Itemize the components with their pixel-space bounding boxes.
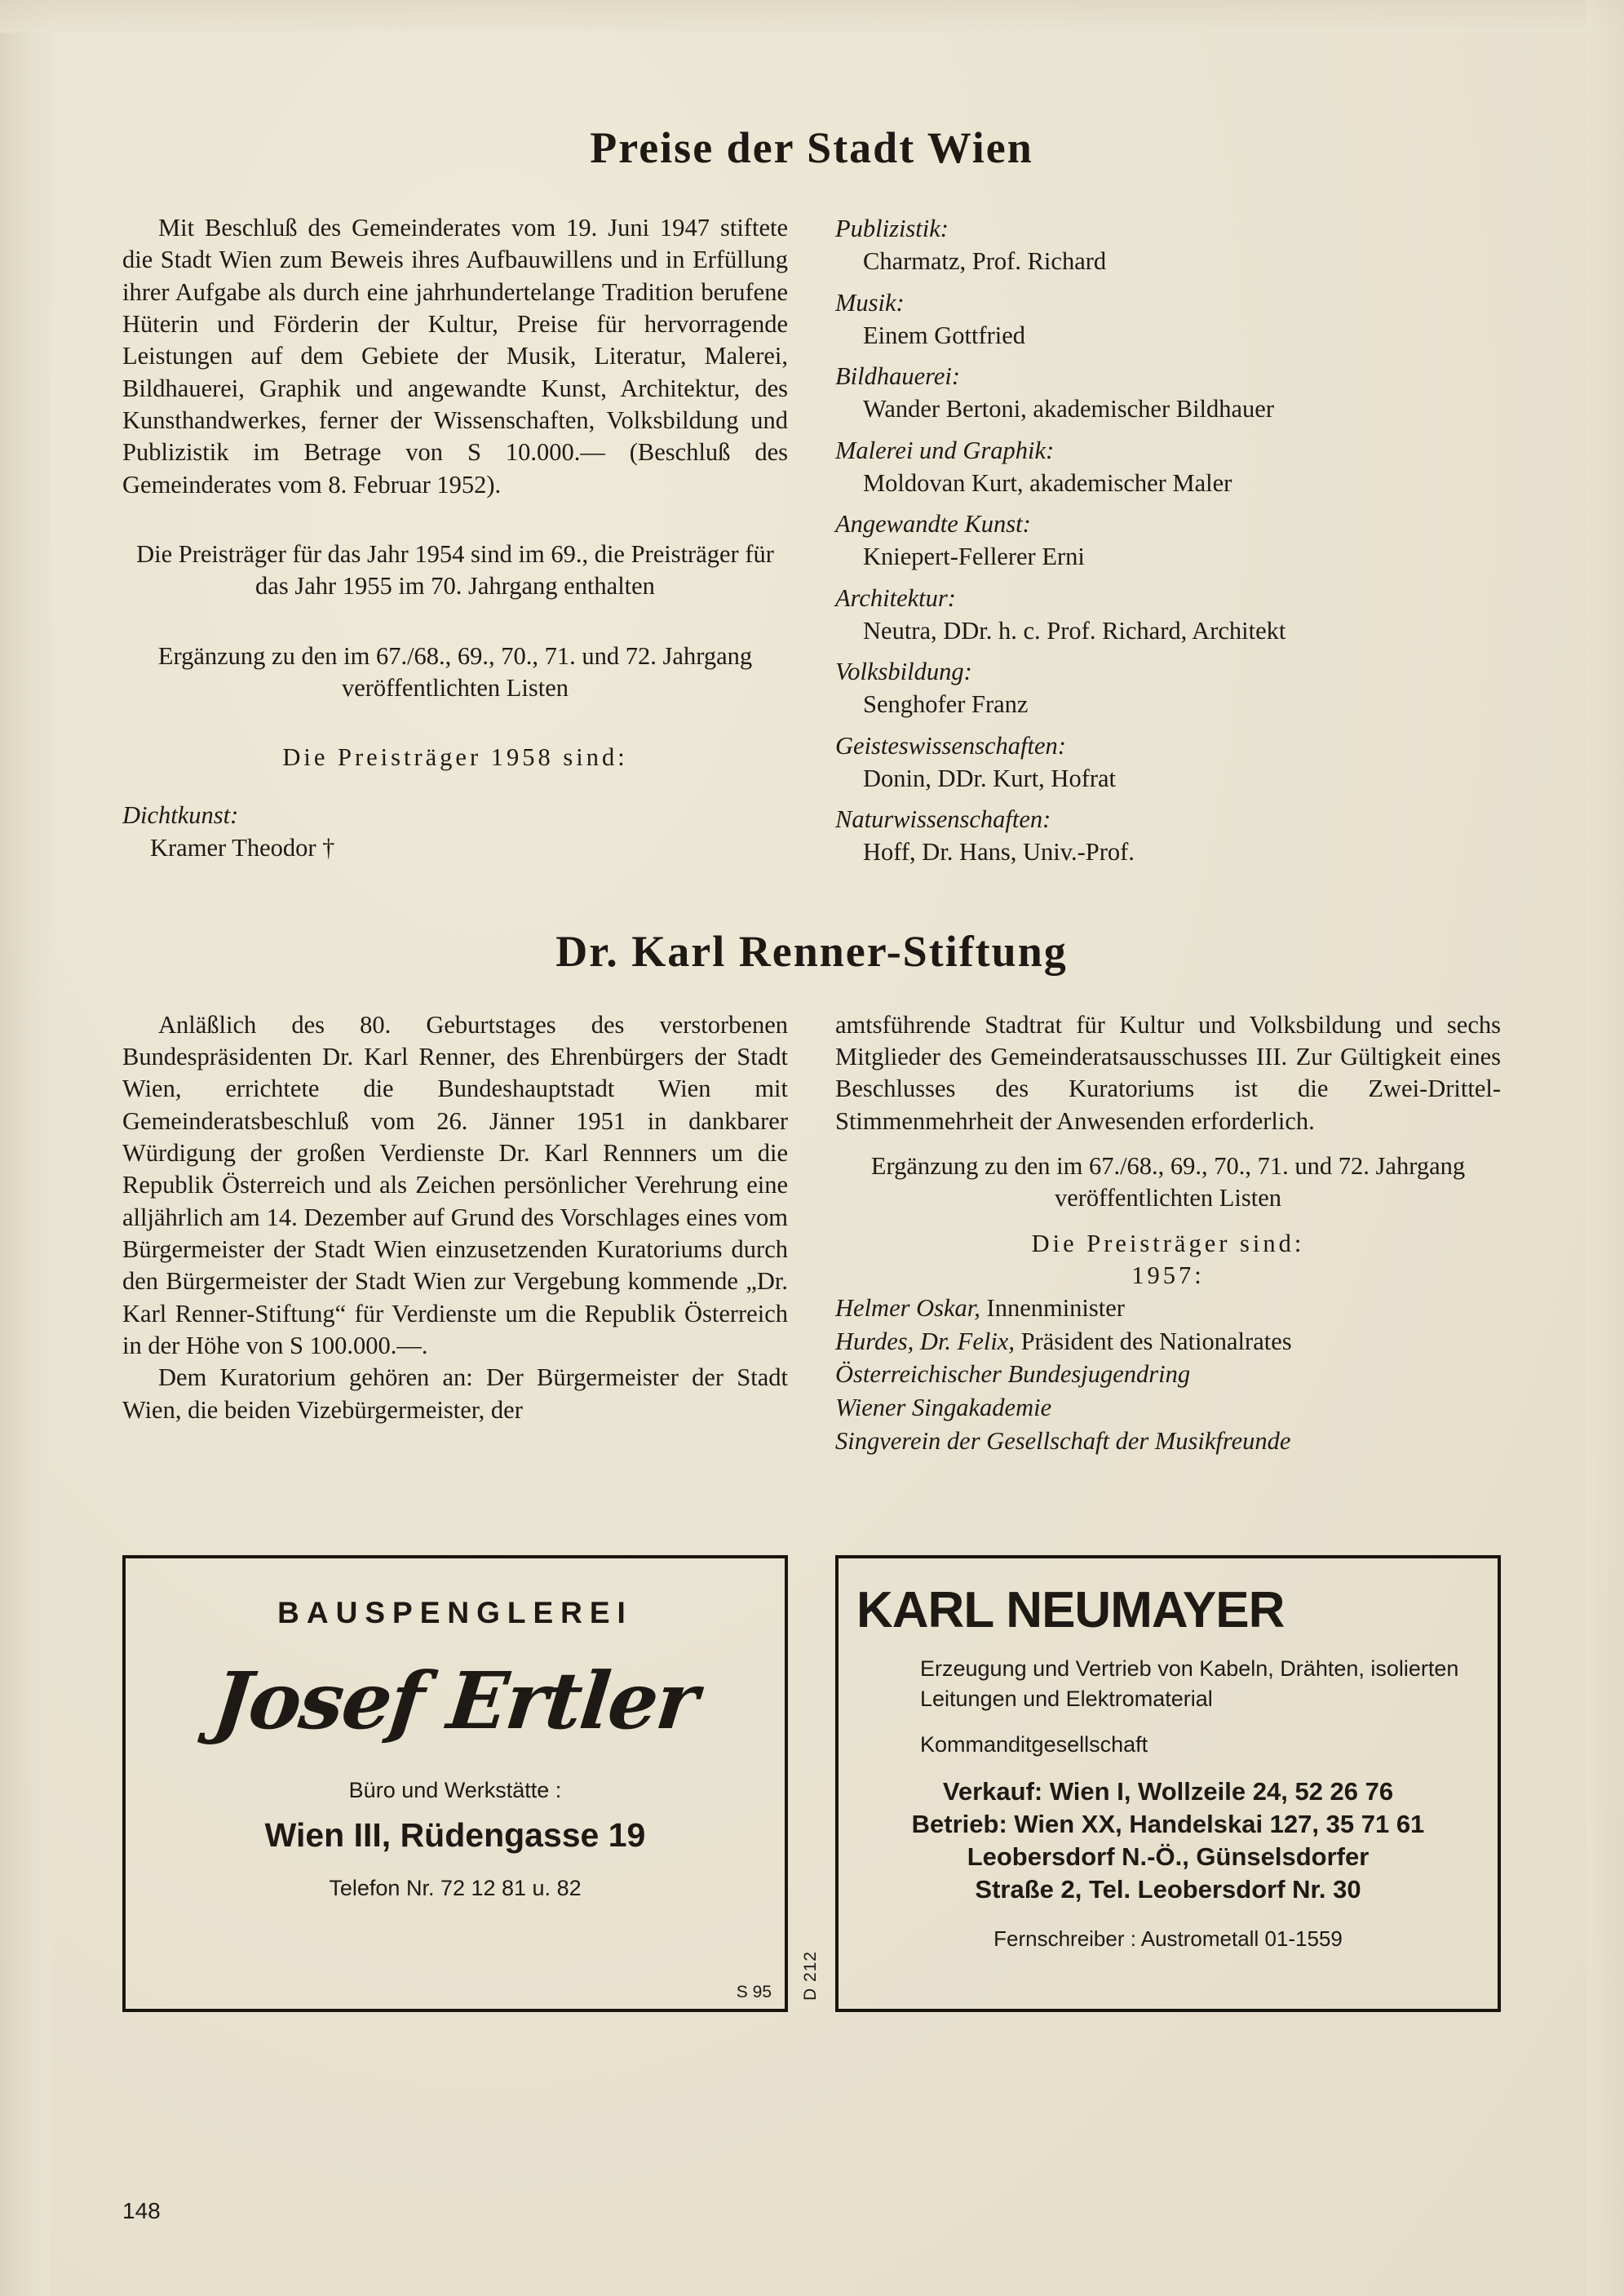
award-category: Bildhauerei: — [835, 362, 961, 390]
award-group — [835, 212, 1501, 278]
laureate-item — [835, 1325, 1501, 1359]
renner-left-column — [122, 1009, 788, 1458]
ad-karl-neumayer[interactable] — [801, 1555, 1501, 2012]
award-entry: Senghofer Franz — [863, 690, 1029, 719]
ad-contact-line: Leobersdorf N.-Ö., Günselsdorfer — [967, 1842, 1370, 1872]
ad-body-text: Erzeugung und Vertrieb von Kabeln, Drähten, isolierten Leitungen und Elektromaterial — [920, 1656, 1459, 1711]
section-preise-columns — [122, 212, 1501, 877]
renner-subheading: Die Preisträger sind: — [1031, 1229, 1305, 1257]
ad-address: Wien III, Rüdengasse 19 — [264, 1816, 646, 1855]
renner-paragraph-3: amtsführende Stadtrat für Kultur und Volksbildung und sechs Mitglieder des Gemeinderatsausschusses III. Zur Gültigkeit eines Beschlusses des Kuratoriums ist die Zwei-Drittel-Stimmenmehrheit der Anwesenden erforderlich. — [835, 1010, 1501, 1135]
award-group — [122, 799, 788, 865]
award-group — [835, 803, 1501, 869]
renner-paragraph-2: Dem Kuratorium gehören an: Der Bürgermeister der Stadt Wien, die beiden Vizebürgermeister, der — [122, 1363, 788, 1424]
award-group — [835, 360, 1501, 426]
renner-right-column — [835, 1009, 1501, 1458]
award-entry: Neutra, DDr. h. c. Prof. Richard, Architekt — [863, 616, 1286, 645]
page-number: 148 — [122, 2198, 161, 2223]
award-entry: Kramer Theodor † — [150, 834, 335, 862]
section-renner-columns — [122, 1009, 1501, 1458]
renner-paragraph-1: Anläßlich des 80. Geburtstages des verstorbenen Bundespräsidenten Dr. Karl Renner, des Ehrenbürgers der Stadt Wien, errichtete die Bundeshauptstadt Wien mit Gemeinderatsbeschluß vom 26. Jänner 1951 in dankbarer Würdigung der großen Verdienste Dr. Karl Rennners um die Republik Österreich und als Zeichen persönlicher Verehrung eine alljährlich am 14. Dezember auf Grund des Vorschlages eines vom Bürgermeister der Stadt Wien einzusetzenden Kuratoriums durch den Bürgermeister der Stadt Wien zur Vergebung kommende „Dr. Karl Renner-Stiftung“ für Verdienste um die Republik Österreich in der Höhe von S 100.000.—. — [122, 1010, 788, 1359]
laureate-name: Österreichischer Bundesjugendring — [835, 1360, 1191, 1389]
advertisements — [122, 1555, 1501, 2012]
award-group — [835, 655, 1501, 721]
award-group — [835, 434, 1501, 500]
award-entry: Wander Bertoni, akademischer Bildhauer — [863, 395, 1274, 423]
preise-intro-paragraph: Mit Beschluß des Gemeinderates vom 19. Juni 1947 stiftete die Stadt Wien zum Beweis ihres Aufbauwillens und in Erfüllung ihrer Aufgabe als durch eine jahrhundertelange Tradition berufene Hüterin und Förderin der Kultur, Preise für hervorragende Leistungen auf dem Gebiete der Musik, Literatur, Malerei, Bildhauerei, Graphik und angewandte Kunst, Architektur, des Kunsthandwerkes, ferner der Wissenschaften, Volksbildung und Publizistik im Betrage von S 10.000.— (Beschluß des Gemeinderates vom 8. Februar 1952). — [122, 214, 788, 499]
award-entry: Kniepert-Fellerer Erni — [863, 543, 1085, 571]
ad-company-name: Josef Ertler — [209, 1655, 701, 1748]
award-entry: Moldovan Kurt, akademischer Maler — [863, 468, 1232, 497]
award-group — [835, 729, 1501, 796]
ad-telex: Fernschreiber : Austrometall 01-1559 — [993, 1926, 1343, 1951]
laureate-name: Wiener Singakademie — [835, 1393, 1052, 1421]
award-category: Musik: — [835, 288, 905, 317]
award-entry: Donin, DDr. Kurt, Hofrat — [863, 764, 1117, 792]
laureate-name: Hurdes, Dr. Felix, — [835, 1327, 1015, 1355]
laureate-item — [835, 1292, 1501, 1325]
ad-headline: BAUSPENGLEREI — [277, 1596, 633, 1630]
laureate-item — [835, 1425, 1501, 1458]
preise-subheading: Die Preisträger 1958 sind: — [282, 743, 628, 772]
ad-legal-form: Kommanditgesellschaft — [920, 1731, 1148, 1757]
ad-contact-line: Betrieb: Wien XX, Handelskai 127, 35 71 61 — [911, 1809, 1425, 1838]
award-group — [835, 286, 1501, 352]
award-category: Dichtkunst: — [122, 800, 239, 829]
laureate-item — [835, 1391, 1501, 1425]
renner-year: 1957: — [1131, 1261, 1205, 1289]
award-group — [835, 582, 1501, 648]
award-category: Publizistik: — [835, 215, 949, 242]
ad-code: S 95 — [736, 1983, 772, 2002]
preise-right-column — [835, 212, 1501, 877]
preise-note-1: Die Preisträger für das Jahr 1954 sind im 69., die Preisträger für das Jahr 1955 im 70. Jahrgang enthalten — [136, 540, 774, 601]
award-category: Angewandte Kunst: — [835, 510, 1031, 538]
award-entry: Charmatz, Prof. Richard — [863, 247, 1107, 276]
ad-phone: Telefon Nr. 72 12 81 u. 82 — [329, 1876, 582, 1901]
laureate-role: Präsident des Nationalrates — [1014, 1327, 1292, 1355]
award-category: Architektur: — [835, 583, 956, 612]
ad-subtitle: Büro und Werkstätte : — [348, 1778, 562, 1803]
paper-edge-right — [1586, 0, 1624, 2296]
paper-edge-top — [0, 0, 1624, 33]
renner-note: Ergänzung zu den im 67./68., 69., 70., 71. und 72. Jahrgang veröffentlichten Listen — [870, 1151, 1466, 1212]
award-entry: Hoff, Dr. Hans, Univ.-Prof. — [863, 838, 1135, 867]
award-group — [835, 508, 1501, 574]
ad-josef-ertler[interactable] — [122, 1555, 788, 2012]
ad-contact-lines — [839, 1775, 1498, 1907]
section-title-renner: Dr. Karl Renner-Stiftung — [555, 926, 1068, 976]
ad-headline: KARL NEUMAYER — [856, 1582, 1285, 1639]
ad-contact-line: Verkauf: Wien I, Wollzeile 24, 52 26 76 — [942, 1776, 1394, 1806]
page-content — [122, 122, 1501, 2012]
ad-contact-line: Straße 2, Tel. Leobersdorf Nr. 30 — [975, 1875, 1361, 1904]
laureate-item — [835, 1358, 1501, 1391]
award-category: Naturwissenschaften: — [835, 805, 1051, 833]
award-entry: Einem Gottfried — [863, 321, 1026, 349]
section-title-preise: Preise der Stadt Wien — [590, 123, 1033, 172]
award-category: Malerei und Graphik: — [835, 436, 1055, 464]
renner-laureates-list — [835, 1292, 1501, 1457]
laureate-name: Singverein der Gesellschaft der Musikfreunde — [835, 1426, 1291, 1455]
award-category: Volksbildung: — [835, 658, 972, 685]
laureate-name: Helmer Oskar, — [835, 1294, 980, 1323]
preise-note-2: Ergänzung zu den im 67./68., 69., 70., 71. und 72. Jahrgang veröffentlichten Listen — [157, 641, 753, 703]
ad-code: D 212 — [801, 1951, 820, 2001]
paper-edge-left — [0, 0, 51, 2296]
laureate-role: Innenminister — [980, 1294, 1125, 1323]
preise-left-column — [122, 212, 788, 877]
award-category: Geisteswissenschaften: — [835, 731, 1066, 760]
